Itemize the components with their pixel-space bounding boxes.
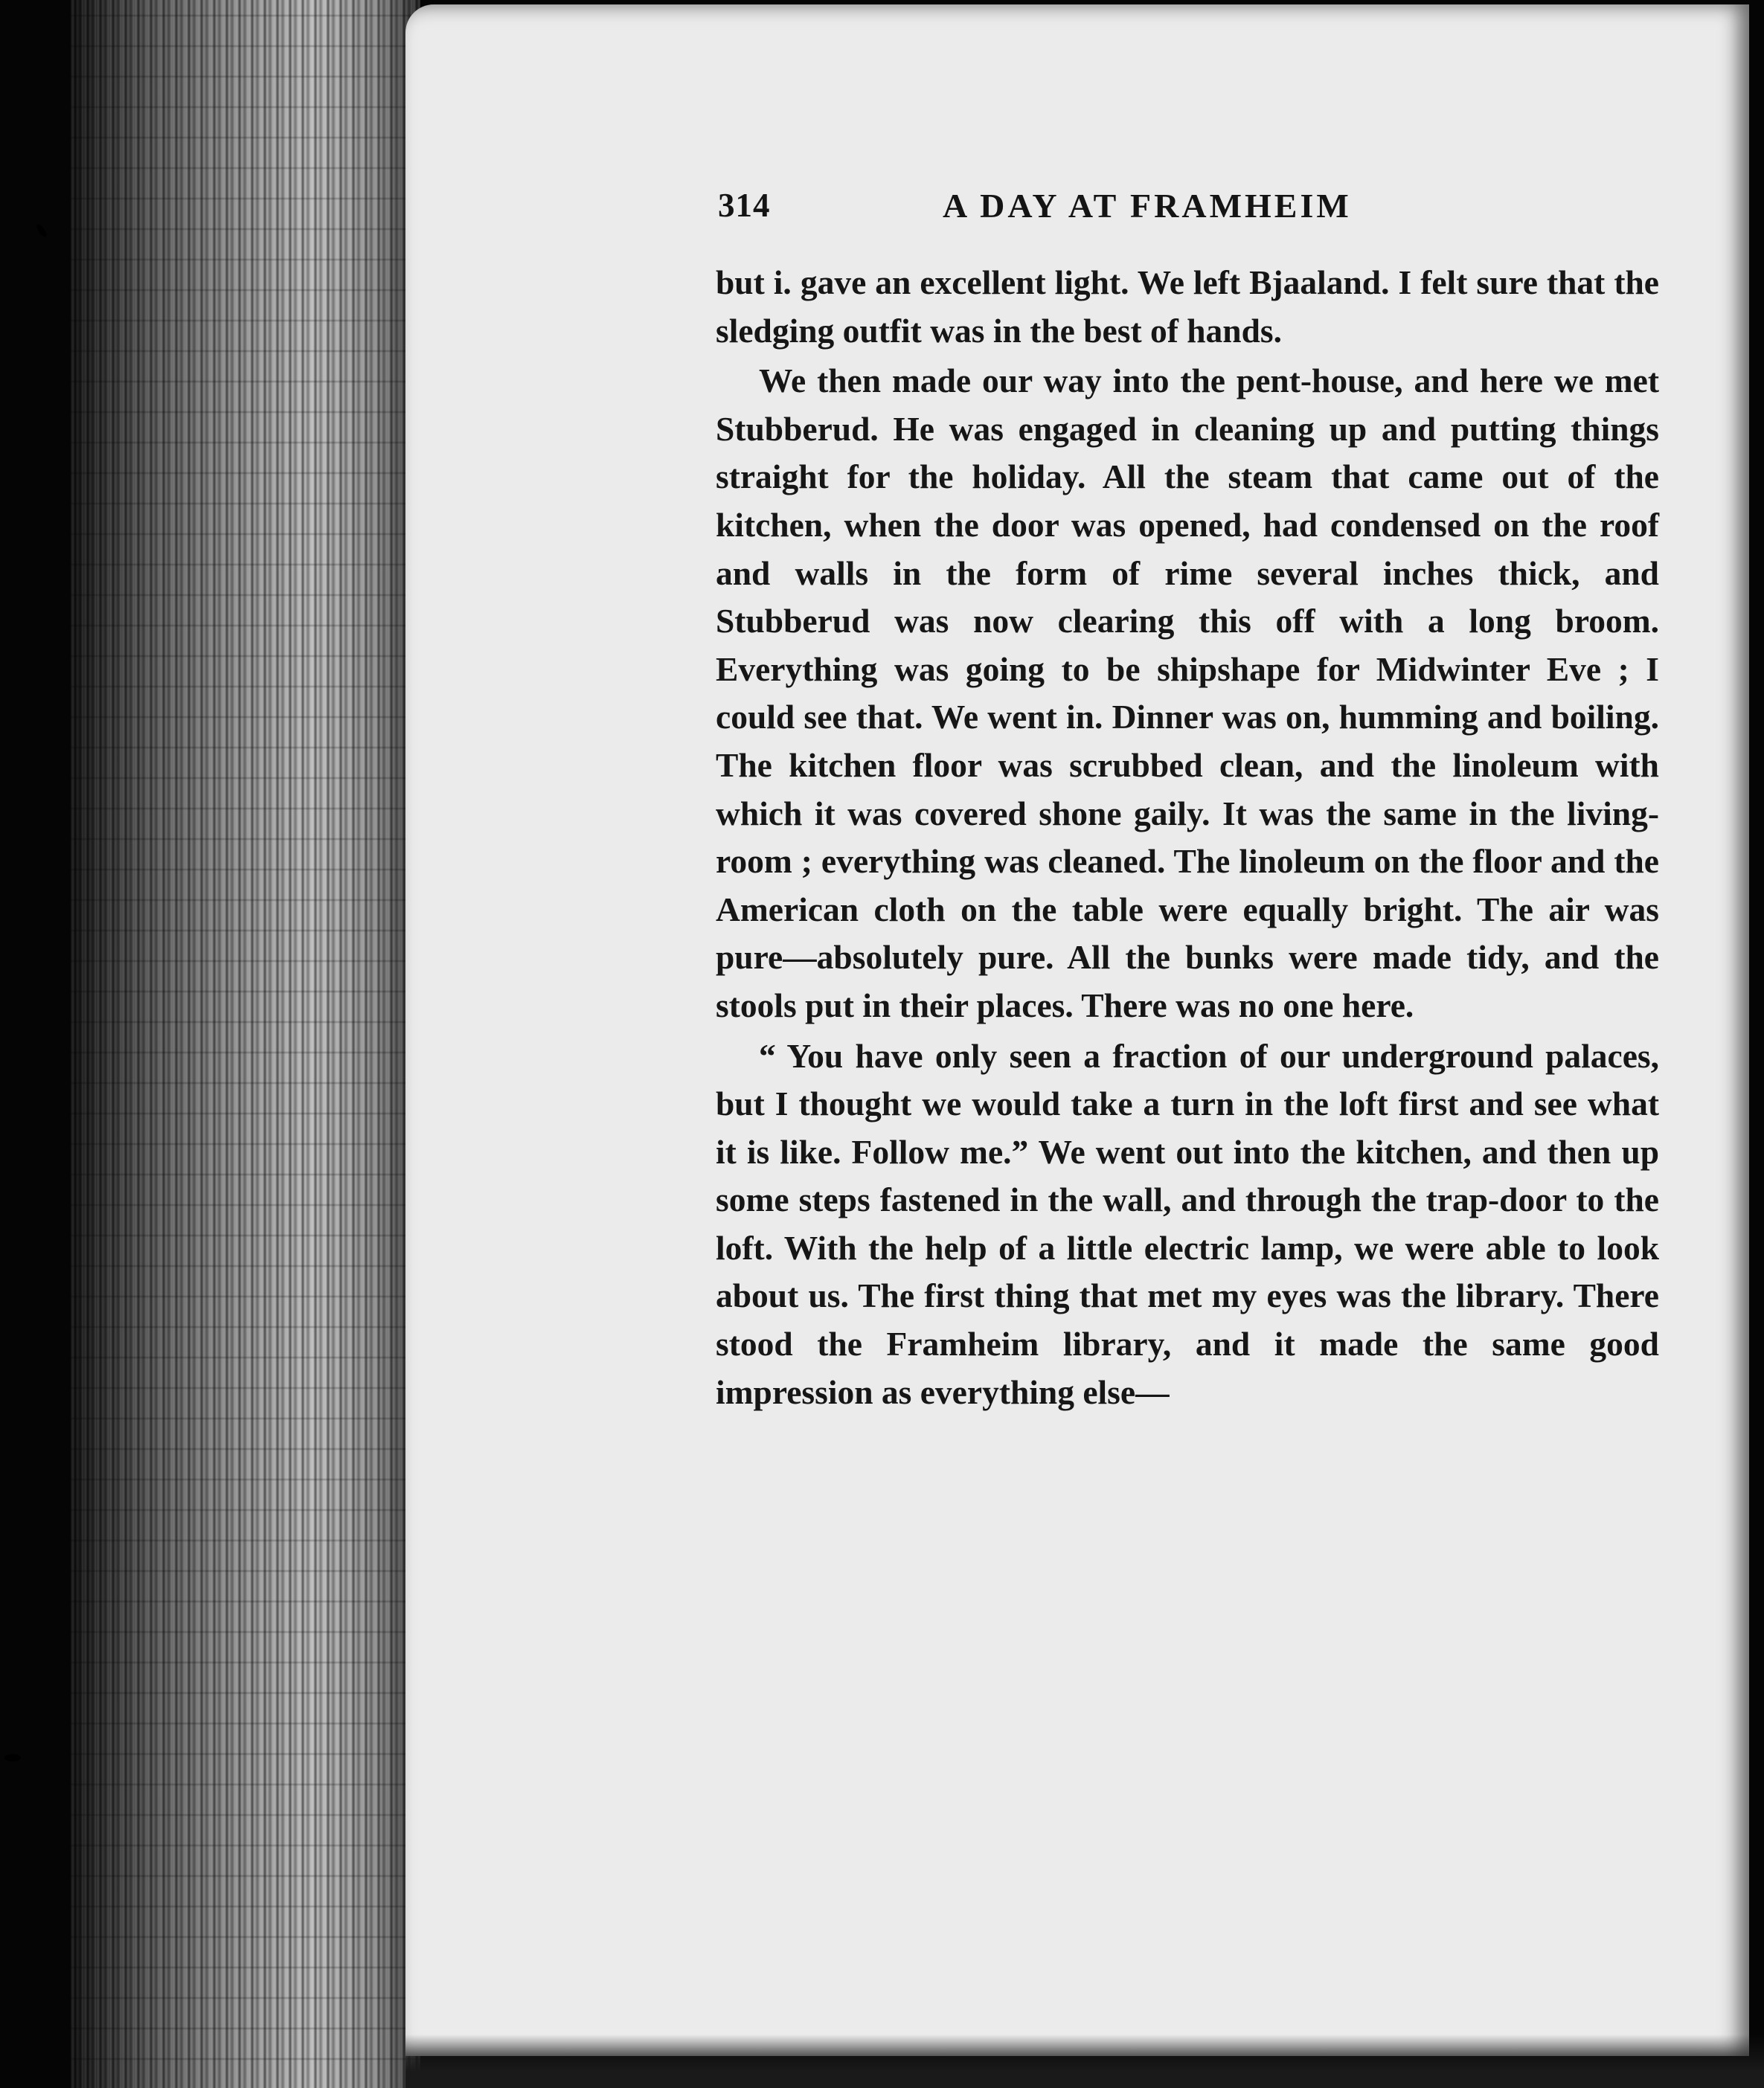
page-bottom-shadow [405, 2034, 1764, 2088]
body-text [716, 259, 1659, 1419]
running-head [718, 186, 1611, 231]
scan-speck [4, 1754, 21, 1761]
chapter-title: A DAY AT FRAMHEIM [943, 187, 1352, 225]
paragraph: “ You have only seen a fraction of our underground palaces, but I thought we would take a turn in the loft first and see what it is like. Follow me.” We went out into the kitchen, and then up some steps fastened in the wall, and through the trap-door to the loft. With the help of a little electric lamp, we were able to look about us. The first thing that met my eyes was the library. There stood the Framheim library, and it made the same good impression as everything else— [716, 1036, 1659, 1411]
paragraph: but i. gave an excellent light. We left Bjaaland. I felt sure that the sledging outfit was in the best of hands. [716, 263, 1659, 350]
scan-speck [35, 223, 48, 239]
page-number: 314 [718, 187, 771, 224]
paragraph: We then made our way into the pent-house, and here we met Stubberud. He was engaged in cleaning up and putting things straight for the holiday. All the steam that came out of the kitchen, when the door was opened, had condensed on the roof and walls in the form of rime several inches thick, and Stubberud was now clearing this off with a long broom. Everything was going to be shipshape for Midwinter Eve ; I could see that. We went in. Dinner was on, humming and boiling. The kitchen floor was scrubbed clean, and the linoleum with which it was covered shone gaily. It was the same in the living-room ; everything was cleaned. The linoleum on the floor and the American cloth on the table were equally bright. The air was pure—absolutely pure. All the bunks were made tidy, and the stools put in their places. There was no one here. [716, 362, 1659, 1024]
book-page-edges [71, 0, 420, 2088]
